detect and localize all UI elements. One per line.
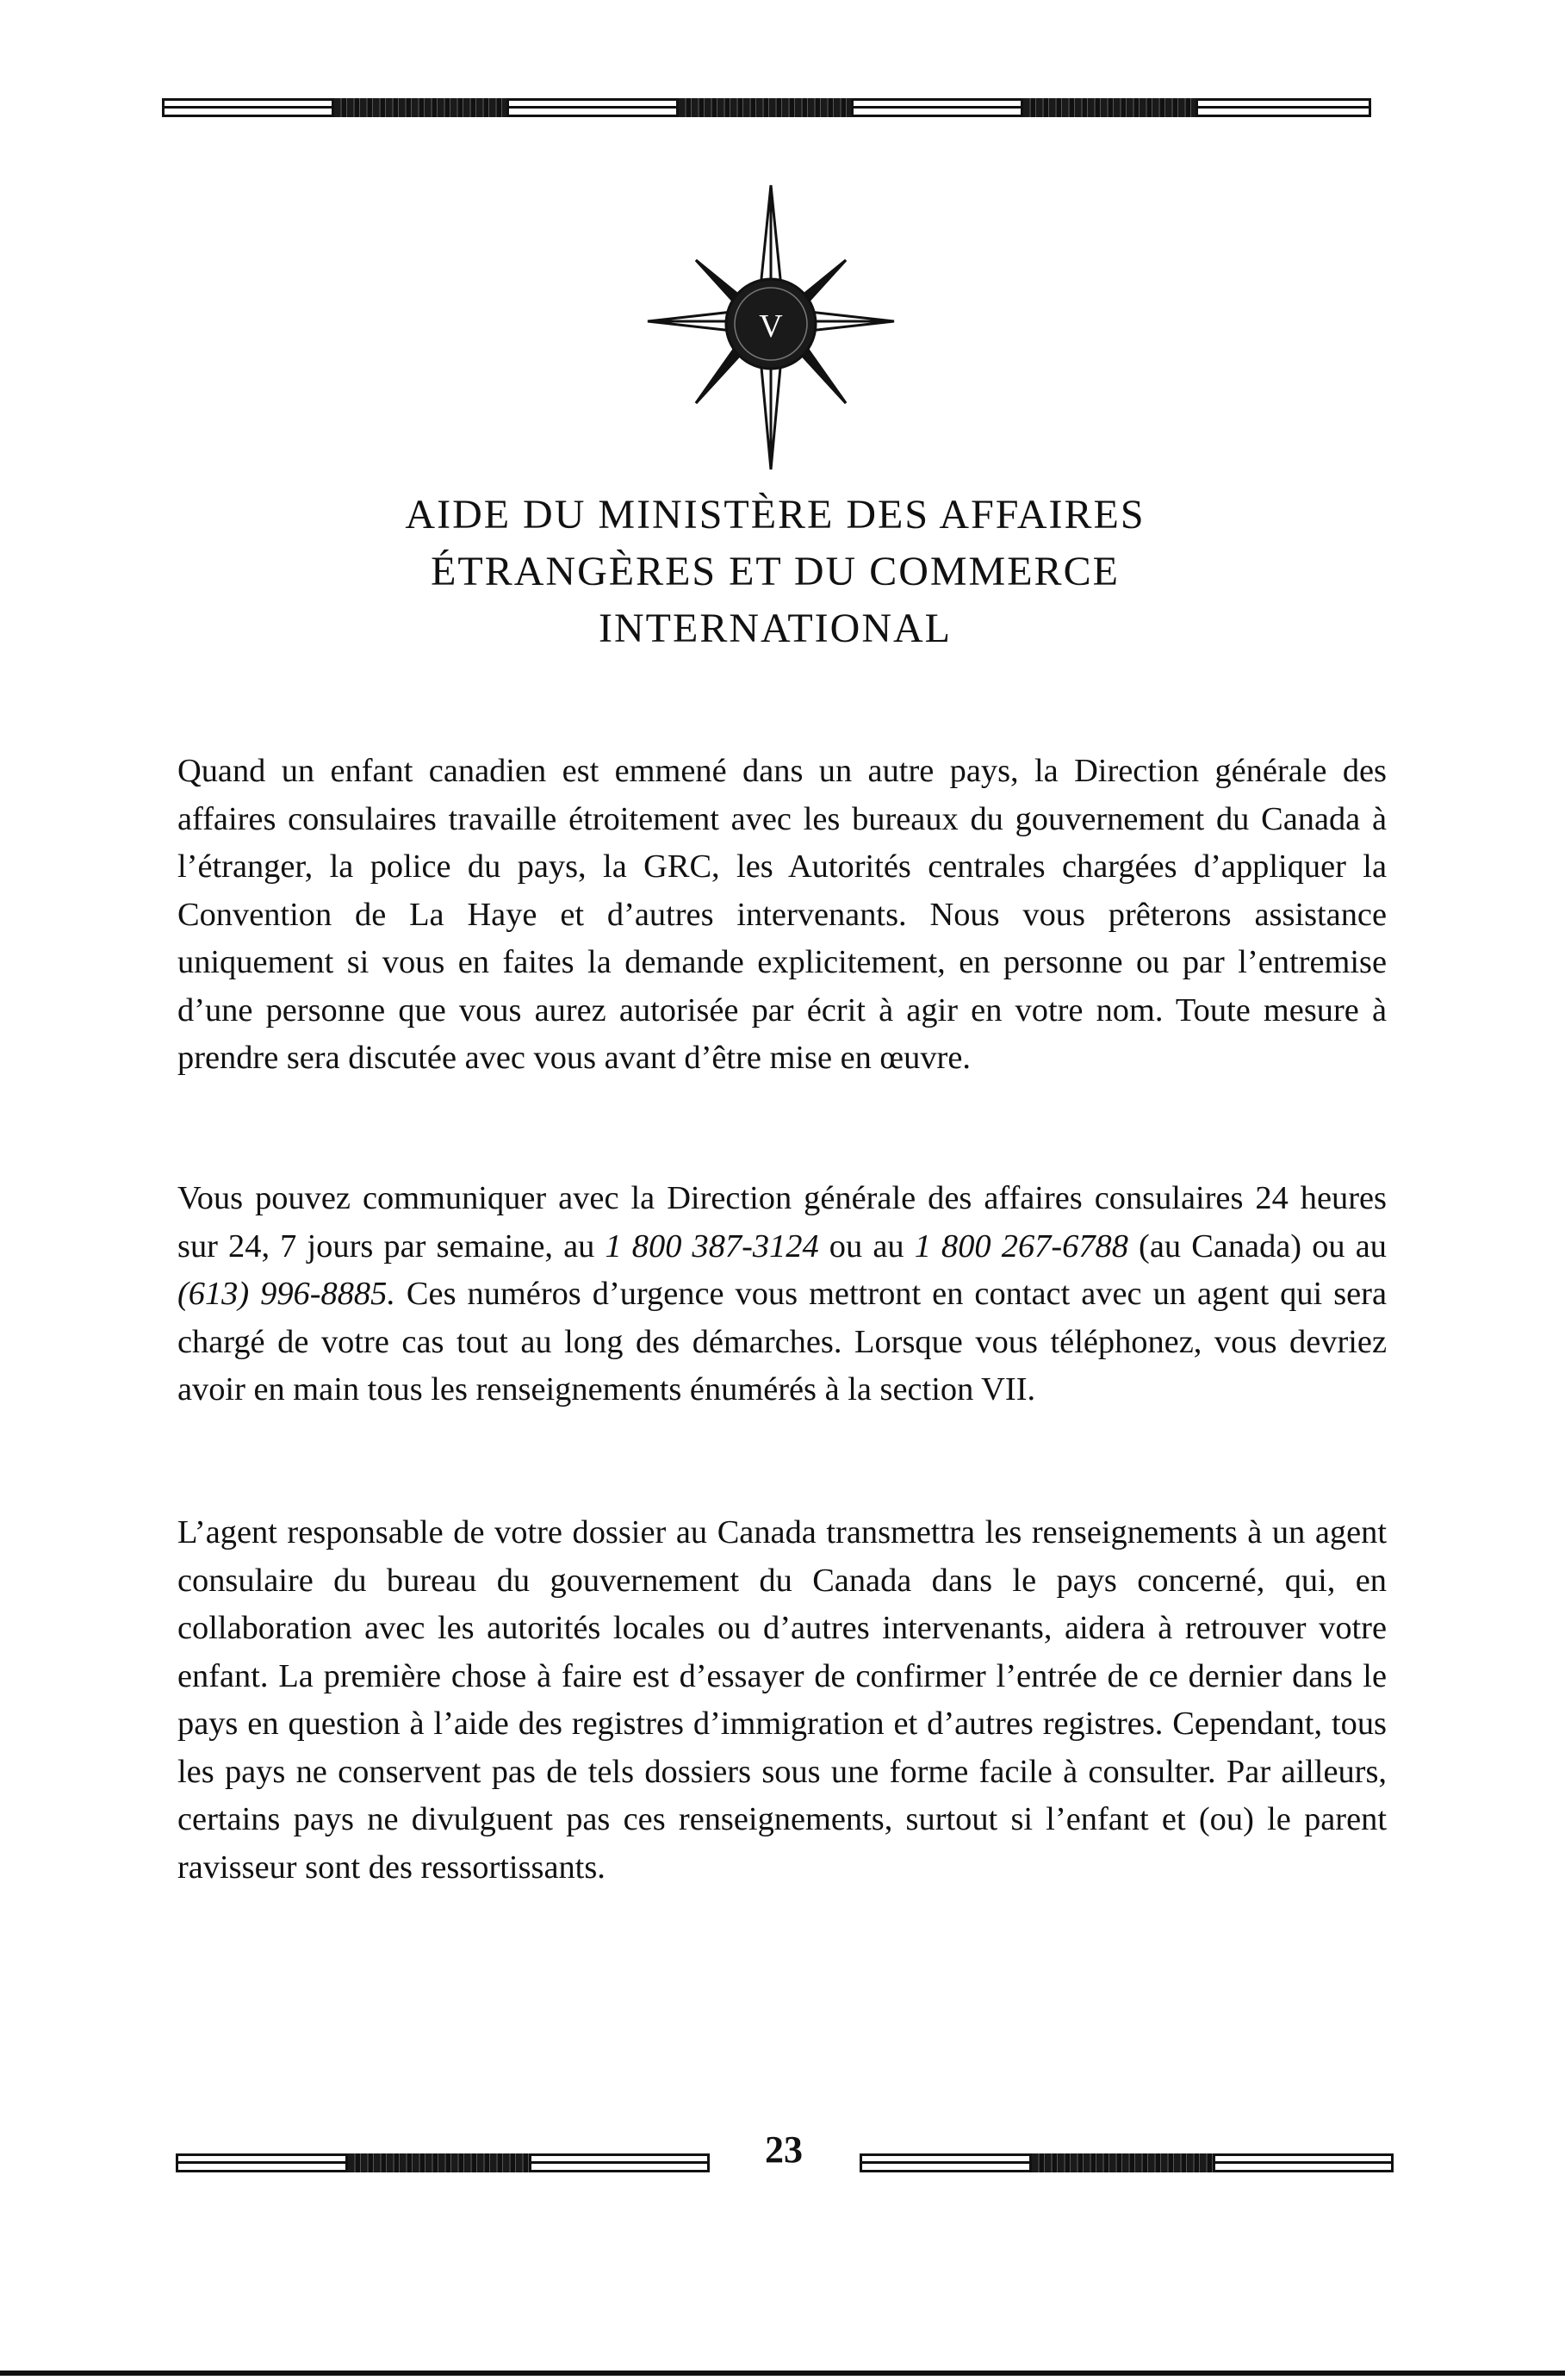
chapter-title-line-2: ÉTRANGÈRES ET DU COMMERCE xyxy=(431,549,1120,594)
paragraph-agent-procedure: L’agent responsable de votre dossier au Canada transmettra les renseignements à un agent consulaire du bureau du gouvernement du Canada dans le pays concerné, qui, en collaboration avec les autorités locales ou d’autres intervenants, aidera à retrouver votre enfant. La première chose à faire est d’essayer de confirmer l’entrée de ce dernier dans le pays en question à l’aide des registres d’immigration et d’autres registres. Cependant, tous les pays ne conservent pas de tels dossiers sous une forme facile à consulter. Par ailleurs, certains pays ne divulguent pas ces renseignements, surtout si l’enfant et (ou) le parent ravisseur sont des ressortissants. xyxy=(177,1514,1387,1886)
compass-label: V xyxy=(759,308,783,345)
phone-number-1: 1 800 387-3124 xyxy=(605,1227,819,1265)
phone-number-3: (613) 996-8885. xyxy=(177,1276,395,1312)
paragraph-text: Vous pouvez communiquer avec la Direction générale des affaires consulaires 24 heures sur 24, 7 jours par semaine, au xyxy=(177,1180,1387,1265)
paragraph-consular-assistance: Quand un enfant canadien est emmené dans un autre pays, la Direction générale des affaires consulaires travaille étroitement avec les bureaux du gouvernement du Canada à l’étranger, la police du pays, la GRC, les Autorités centrales chargées d’appliquer la Convention de La Haye et d’autres intervenants. Nous vous prêterons assistance uniquement si vous en faites la demande explicitement, en personne ou par l’entremise d’une personne que vous aurez autorisée par écrit à agir en votre nom. Toute mesure à prendre sera discutée avec vous avant d’être mise en œuvre. xyxy=(177,753,1387,1076)
paragraph-contact-info xyxy=(177,1175,1387,1414)
bottom-right-decorative-rule xyxy=(860,2153,1394,2172)
phone-number-2: 1 800 267-6788 xyxy=(914,1227,1128,1265)
paragraph-text: Ces numéros d’urgence vous mettront en contact avec un agent qui sera chargé de votre cas tout au long des démarches. Lorsque vous téléphonez, vous devriez avoir en main tous les renseignements énumérés à la section VII. xyxy=(177,1276,1387,1407)
paragraph-text: ou au xyxy=(818,1227,915,1265)
top-decorative-rule xyxy=(162,98,1371,117)
bottom-left-decorative-rule xyxy=(176,2153,710,2172)
page-number: 23 xyxy=(765,2128,803,2171)
chapter-title-line-3: INTERNATIONAL xyxy=(599,606,952,651)
compass-rose-icon xyxy=(639,181,903,474)
chapter-title-line-1: AIDE DU MINISTÈRE DES AFFAIRES xyxy=(405,492,1146,538)
scan-bottom-edge xyxy=(0,2371,1565,2376)
paragraph-text: (au Canada) ou au xyxy=(1127,1227,1387,1265)
chapter-title xyxy=(172,487,1378,657)
